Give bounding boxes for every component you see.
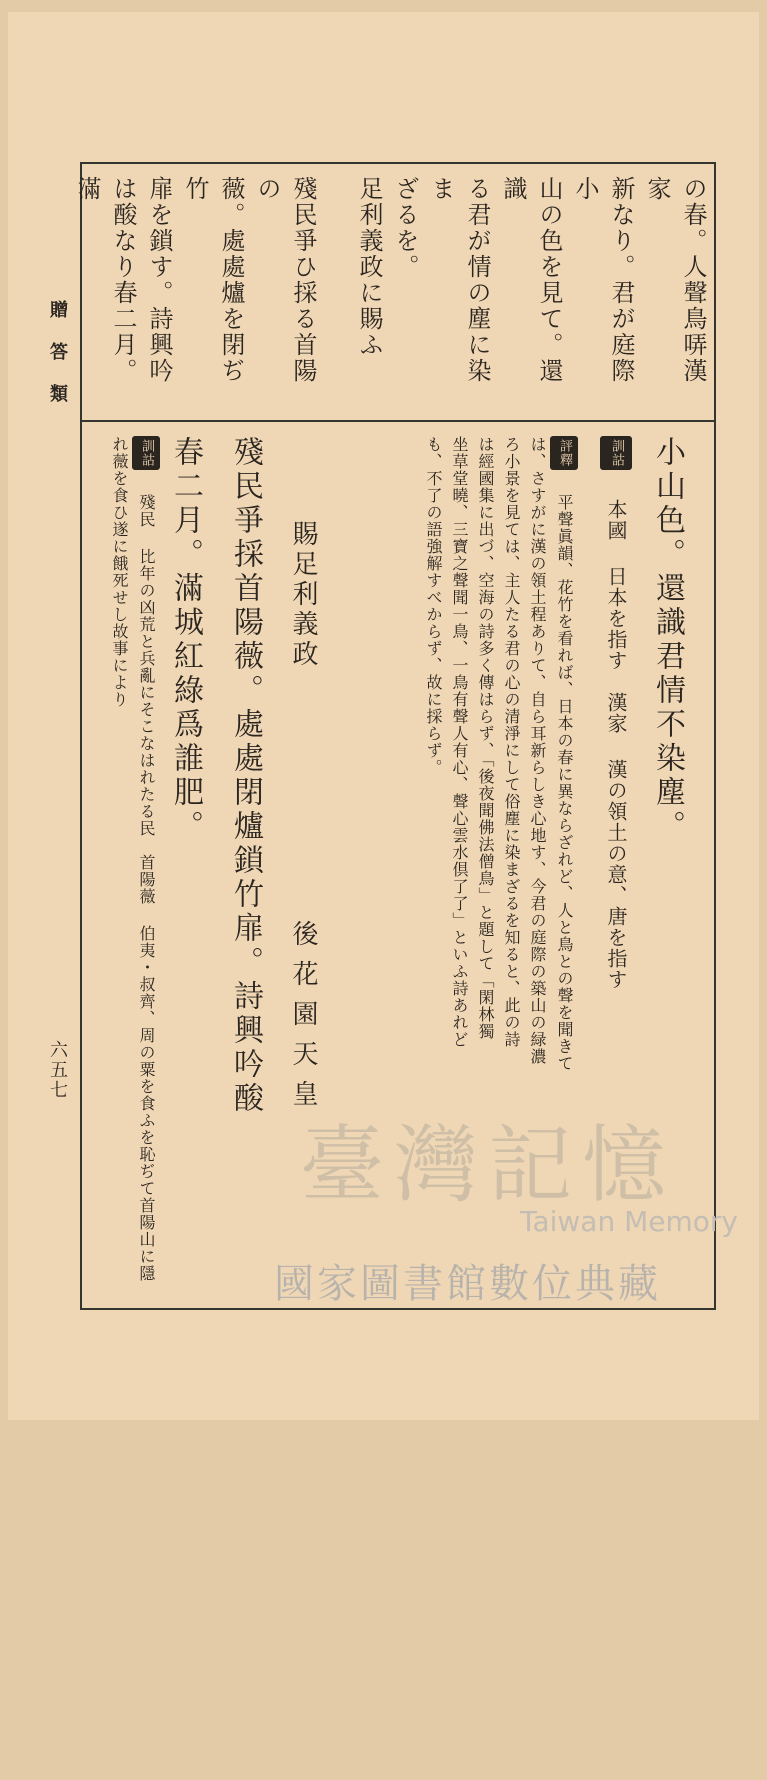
page-number: 六五七 xyxy=(47,1040,68,1100)
commentary-line: は經國集に出づ、空海の詩多く傳はらず、「後夜聞佛法僧鳥」と題して「閑林獨 xyxy=(476,436,495,1040)
commentary-text: 平聲眞韻、花竹を看れば、日本の春に異ならざれど、人と鳥との聲を聞きて xyxy=(555,494,574,1072)
top-line: 薇。處處爐を閉ぢ竹 xyxy=(181,176,245,384)
top-line: 山の色を見て。還識 xyxy=(499,176,563,384)
commentary-line: ろ小景を見ては、主人たる君の心の清淨にして俗塵に染まざるを知ると、此の詩 xyxy=(502,436,521,1048)
top-heading: 足利義政に賜ふ xyxy=(355,176,383,358)
commentary-line: は、さすがに漢の領土程ありて、自ら耳新らしき心地す、今君の庭際の築山の緑濃 xyxy=(528,436,547,1065)
poem2-line: 殘民爭採首陽薇。處處閉爐鎖竹扉。詩興吟酸 xyxy=(228,436,263,1116)
top-line: の春。人聲鳥哢漢家 xyxy=(643,176,707,384)
kunko-badge: 訓詁 xyxy=(132,436,160,470)
top-line: 殘民爭ひ採る首陽の xyxy=(253,176,317,384)
top-line: る君が情の塵に染ま xyxy=(427,176,491,384)
watermark-org: 國家圖書館數位典藏 xyxy=(274,1261,661,1307)
poem1-kunko-text: 本國 日本を指す 漢家 漢の領土の意、唐を指す xyxy=(604,499,628,990)
commentary-line: も、不了の語強解すべからず、故に採らず。 xyxy=(424,436,443,776)
poem2-author: 後花園天皇 xyxy=(288,920,318,1120)
watermark-english: Taiwan Memory xyxy=(520,1205,738,1238)
hyoshaku-badge: 評釋 xyxy=(550,436,578,470)
poem2-kunko xyxy=(104,436,160,1296)
section-title: 贈答類 xyxy=(47,300,68,426)
top-line: 扉を鎖す。詩興吟 xyxy=(145,176,173,384)
top-line: は酸なり春二月。滿 xyxy=(73,176,137,384)
poem1-end-line: 小山色。還識君情不染塵。 xyxy=(650,436,685,844)
top-line: 新なり。君が庭際小 xyxy=(571,176,635,384)
poem2-title: 賜足利義政 xyxy=(288,520,318,670)
poem2-kunko-text: 殘民 比年の凶荒と兵亂にそこなはれたる民 首陽薇 伯夷・叔齊、周の粟を食ふを恥ぢて首陽山に隱れ薇を食ひ遂に餓死せし故事により xyxy=(110,436,156,1282)
commentary-line: 坐草堂曉、三寶之聲聞一鳥、一鳥有聲人有心、聲心雲水倶了了」といふ詩あれど xyxy=(450,436,469,1048)
top-line: ざるを。 xyxy=(391,176,419,280)
poem2-line: 春二月。滿城紅綠爲誰肥。 xyxy=(168,436,203,844)
frame-divider xyxy=(80,420,716,422)
watermark-seal: 臺灣記憶 xyxy=(300,1116,677,1214)
kunko-badge: 訓詁 xyxy=(600,436,632,470)
top-text-block xyxy=(69,176,711,406)
